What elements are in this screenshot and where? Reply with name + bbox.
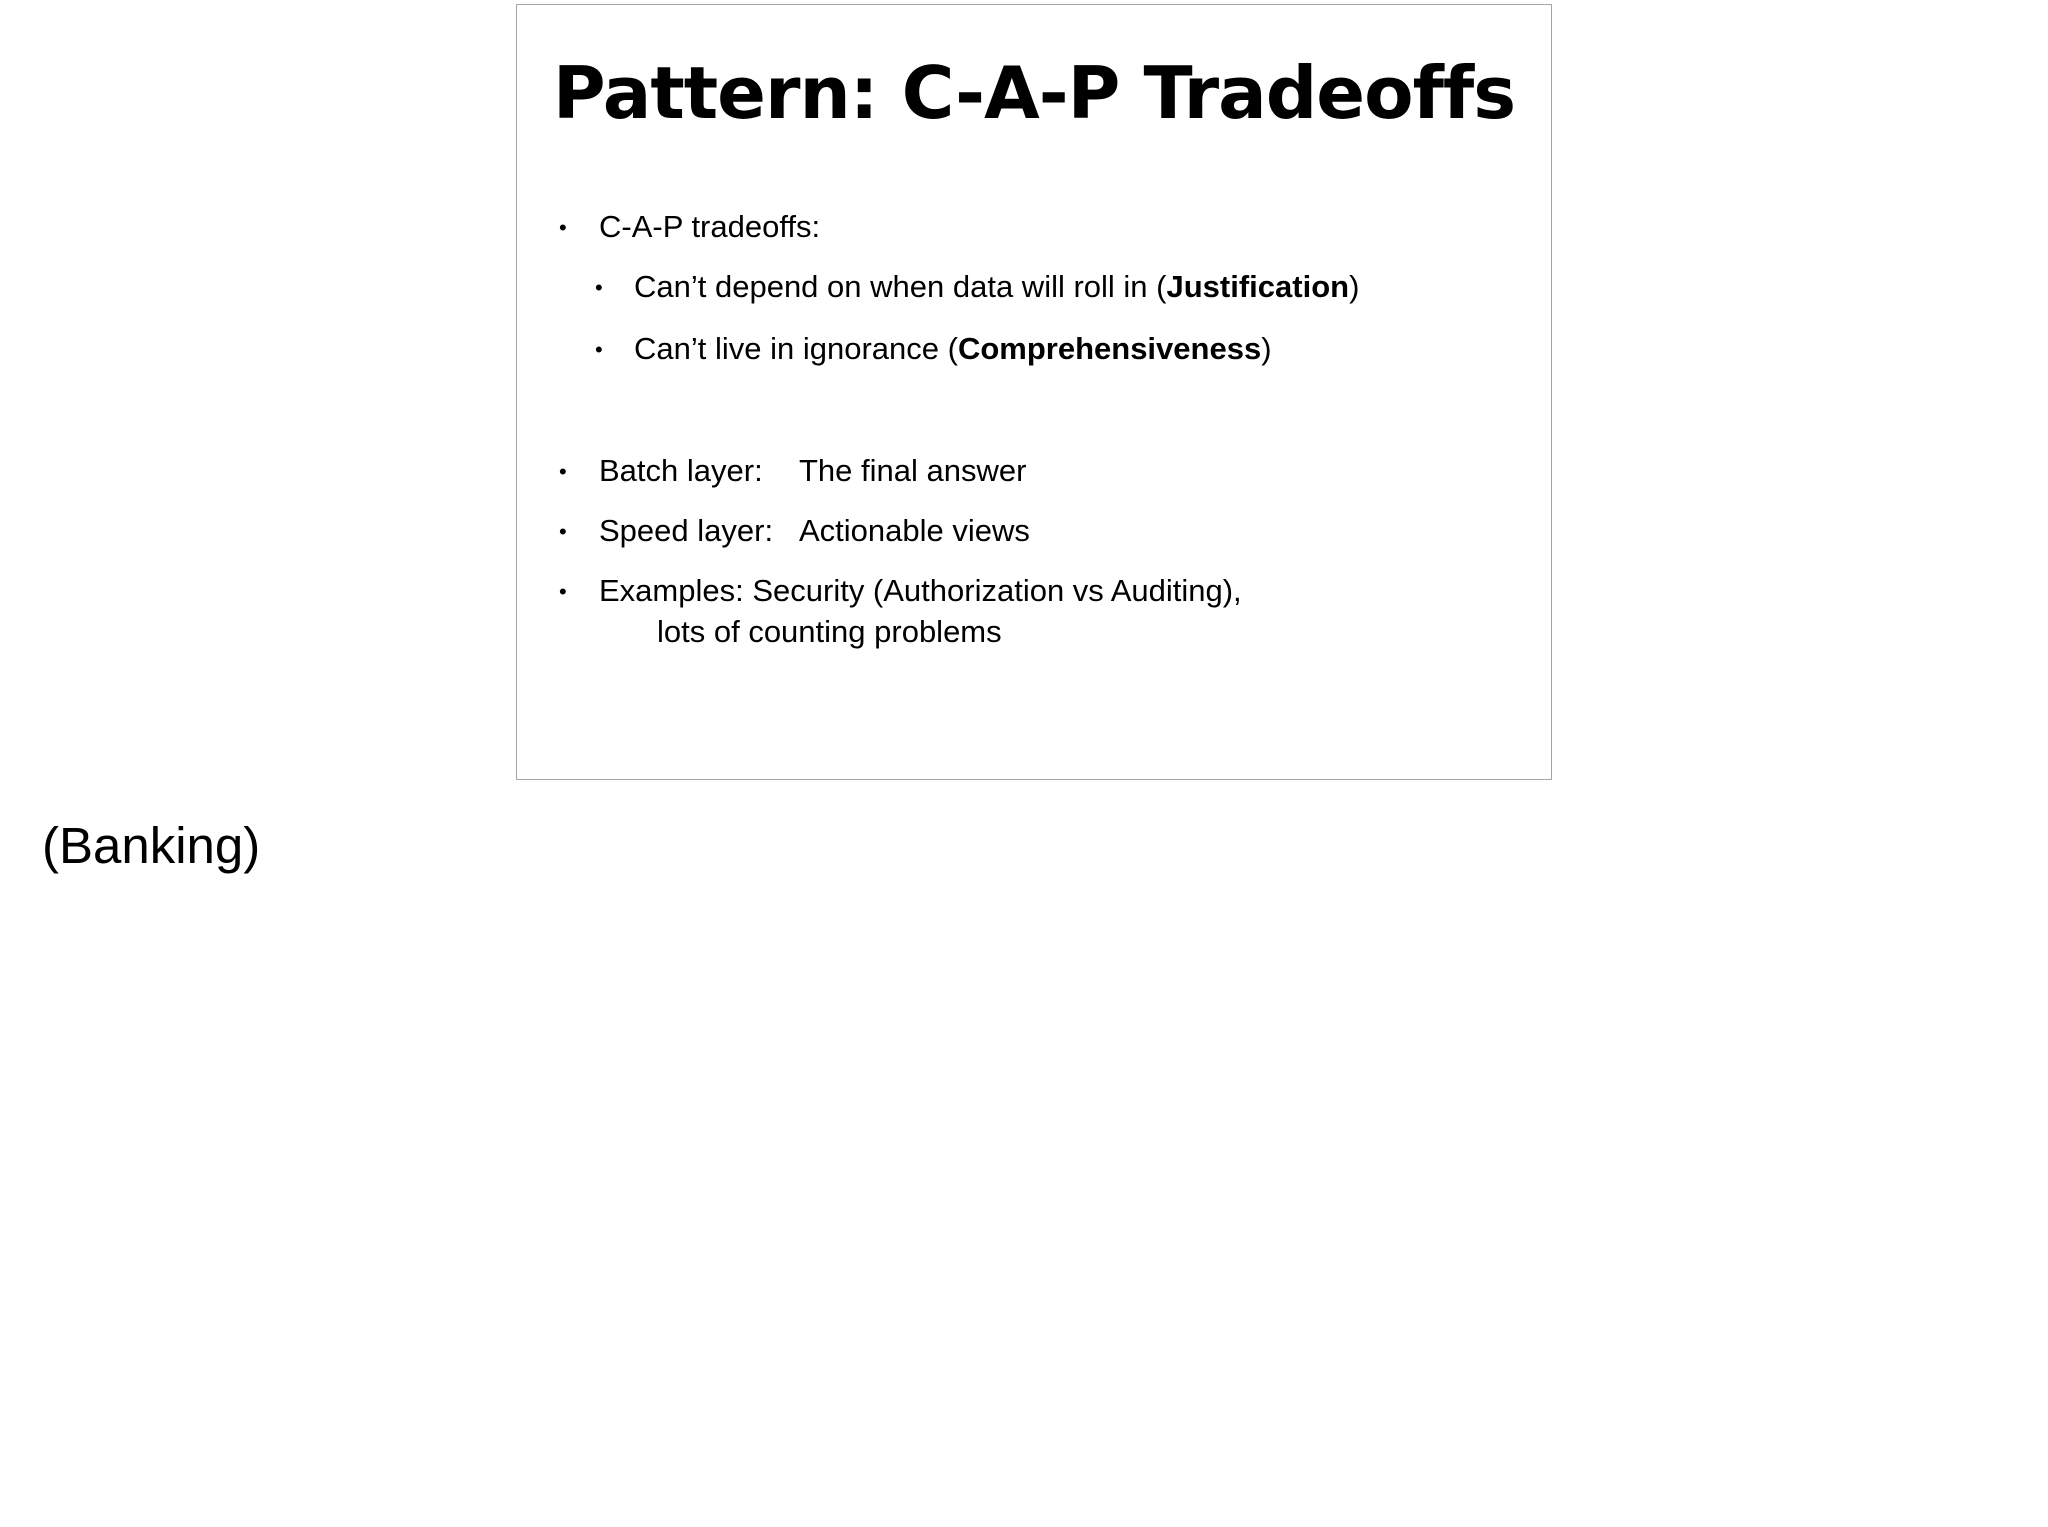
bullet-marker: •	[559, 459, 567, 484]
batch-layer-value: The final answer	[799, 453, 1027, 488]
term-comprehensiveness: Comprehensiveness	[957, 331, 1262, 366]
slide-title: Pattern: C-A-P Tradeoffs	[552, 51, 1516, 135]
sub-bullet-text: Can’t live in ignorance (	[634, 331, 958, 366]
speed-layer-label: Speed layer:	[599, 513, 774, 548]
sub-bullet-comprehensiveness	[634, 333, 1272, 364]
slide-frame	[516, 4, 1552, 780]
presenter-note: (Banking)	[42, 817, 261, 874]
bullet-speed-layer	[599, 513, 1030, 548]
sub-bullet-suffix: )	[1349, 269, 1360, 304]
bullet-marker: •	[559, 519, 567, 544]
bullet-marker: •	[559, 579, 567, 604]
speed-layer-value: Actionable views	[799, 513, 1030, 548]
sub-bullet-marker: •	[595, 275, 603, 300]
bullet-examples-line-2: lots of counting problems	[657, 614, 1002, 649]
batch-layer-label: Batch layer:	[599, 453, 763, 488]
sub-bullet-suffix: )	[1261, 331, 1272, 366]
sub-bullet-marker: •	[595, 337, 603, 362]
bullet-examples-line-1: Examples: Security (Authorization vs Auditing),	[599, 573, 1242, 608]
bullet-marker: •	[559, 215, 567, 240]
term-justification: Justification	[1166, 269, 1350, 304]
sub-bullet-text: Can’t depend on when data will roll in (	[634, 269, 1167, 304]
bullet-cap-tradeoffs: C-A-P tradeoffs:	[599, 209, 821, 244]
bullet-batch-layer	[599, 453, 1027, 488]
sub-bullet-justification	[634, 271, 1359, 302]
